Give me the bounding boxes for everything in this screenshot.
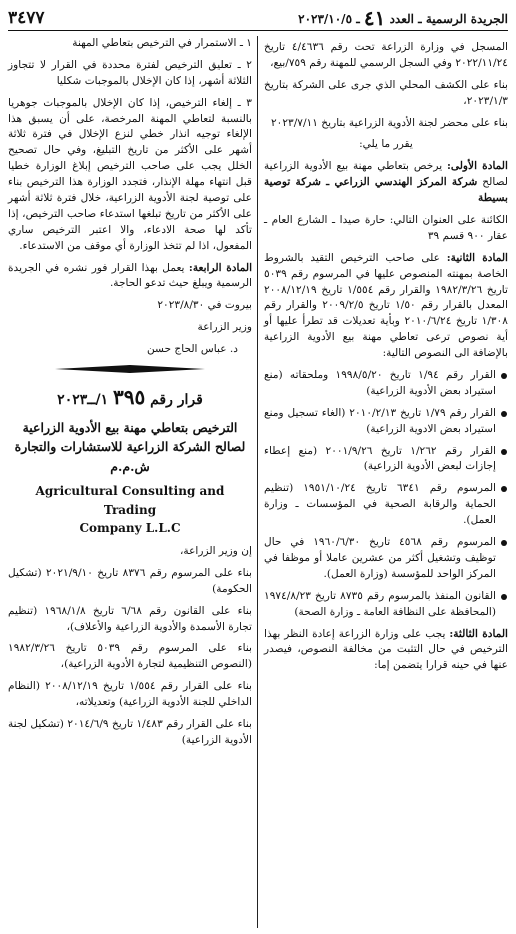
bullet-item: القرار رقم ١/٢٦٢ تاريخ ٢٠٠١/٩/٢٦ (منع إعطاء إجازات لبعض الأدوية الزراعية) [264, 444, 508, 476]
list-item: ٣ ـ إلغاء الترخيص، إذا كان الإخلال بالموجبات جوهريا بالنسبة لتعاطي المهنة المرخصة، على أن يسبق هذا الإلغاء توجيه انذار خطي لنزع الإخلال في فترة ثلاثة أشهر على الأكثر من تاريخ التبليغ، وفي حال تصحيح الخلل يجب على صاحب الترخيص إبلاغ الوزارة خطيا قبل انتهاء مهلة الإنذار، فتجدد الوزارة هذا الترخيص بناء على توصية لجنة الأدوية الزراعية، خلال فترة ثلاثة أشهر على الأكثر من تاريخ تبلغها استدعاء صاحب الترخيص، إذا تأكد لها صحة الادعاء، والا اعتبر الترخيص ساري المفعول، اذا لم تتخذ الوزارة أي موقف من الاستدعاء. [8, 96, 252, 252]
list-item: ١ ـ الاستمرار في الترخيص بتعاطي المهنة [72, 37, 252, 49]
list-item: ٢ ـ تعليق الترخيص لفترة محددة في القرار لا تتجاوز الثلاثة أشهر، إذا كان الإخلال بالموجبات شكليا [8, 58, 252, 87]
decision-english-name: Agricultural Consulting and Trading Company L.L.C [35, 484, 225, 536]
page-number: ٣٤٧٧ [8, 8, 45, 28]
article-2: المادة الثانية: على صاحب الترخيص التقيد بالشروط الخاصة بمهنته المنصوص عليها في المرسوم رقم ٥٠٣٩ تاريخ ١٩٨٢/٣/٢٦ والقرار رقم ١/٥٥٤ تاريخ ٢٠٠٨/١٢/١٩ المعدل بالقرار رقم ١/٥٠ تاريخ ٢٠٠٩/٢/٥ والقرار رقم ١/٣٠٨ تاريخ ٢٠١٠/٦/٢٤ وبأية تعديلات قد تطرأ عليها أو أية نصوص ترعى تعاطي مهنة بيع الأدوية الزراعية بالإضافة الى النصوص التالية: [264, 251, 508, 360]
bullet-item: المرسوم رقم ٦٣٤١ تاريخ ١٩٥١/١٠/٢٤ (تنظيم الحماية والرقابة الصحية في المؤسسات ـ وزارة العمل). [264, 481, 508, 529]
article-4: المادة الرابعة: يعمل بهذا القرار فور نشره في الجريدة الرسمية ويبلغ حيث تدعو الحاجة. [8, 261, 253, 290]
bullet-item: القانون المنفذ بالمرسوم رقم ٨٧٣٥ تاريخ ١٩٧٤/٨/٢٣ (المحافظة على النظافة العامة ـ وزارة الصحة) [264, 589, 508, 621]
gazette-title: الجريدة الرسمية ـ العدد ٤١ ـ ٢٠٢٣/١٠/٥ [298, 6, 508, 30]
section-divider [8, 364, 252, 374]
bullet-item: القرار رقم ١/٧٩ تاريخ ٢٠١٠/٢/١٣ (الغاء تسجيل ومنع استيراد بعض الادوية الزراعية) [264, 406, 508, 438]
issue-number: ٤١ [363, 6, 386, 30]
right-column [264, 40, 508, 680]
decision-subtitle: الترخيص بتعاطي مهنة بيع الأدوية الزراعية لصالح الشركة الزراعية للاستشارات والتجارة ش.م.م [14, 420, 246, 474]
company-name: شركة المركز الهندسي الزراعي ـ شركة توصية بسيطة [264, 176, 508, 205]
left-column [8, 36, 252, 755]
decides-line: يقرر ما يلي: [359, 138, 413, 151]
signature-place-date: بيروت في ٢٠٢٣/٨/٣٠ [157, 299, 252, 312]
legal-basis: بناء على القرار رقم ١/٤٨٣ تاريخ ٢٠١٤/٦/٩ (تشكيل لجنة الأدوية الزراعية) [8, 717, 252, 746]
article-label: المادة الرابعة: [188, 261, 253, 274]
paragraph: المسجل في وزارة الزراعة تحت رقم ٤/٤٦٣٦ تاريخ ٢٠٢٢/١١/٢٤ وفي السجل الرسمي للمهنة رقم ٧٥٩/بيع، [264, 41, 509, 69]
minister-intro: إن وزير الزراعة، [180, 544, 252, 557]
article-3: المادة الثالثة: يجب على وزارة الزراعة إعادة النظر بهذا الترخيص في حال التثبت من مخالفة النصوص، فيصدر عنها في حينه قرارا يتضمن إما: [264, 627, 509, 672]
paragraph: بناء على الكشف المحلي الذي جرى على الشركة بتاريخ ٢٠٢٣/١/٣، [264, 78, 508, 107]
decision-title: قرار رقم ٣٩٥ ١/ــ٢٠٢٣ [57, 385, 203, 410]
legal-basis: بناء على المرسوم رقم ٨٣٧٦ تاريخ ٢٠٢١/٩/١٠ (تشكيل الحكومة) [8, 566, 252, 595]
article-label: المادة الثالثة: [449, 627, 509, 640]
signature-title: وزير الزراعة [197, 321, 252, 334]
legal-basis: بناء على القرار رقم ١/٥٥٤ تاريخ ٢٠٠٨/١٢/١٩ (النظام الداخلي للجنة الأدوية الزراعية) وتعديلاته، [8, 680, 252, 709]
article-label: المادة الأولى: [446, 160, 508, 173]
legal-basis: بناء على القانون رقم ٦/٦٨ تاريخ ١٩٦٨/١/٨ (تنظيم تجارة الأسمدة والأدوية الزراعية والأعلاف)، [8, 604, 252, 633]
ornament-divider-icon [55, 364, 205, 374]
legal-basis: بناء على المرسوم رقم ٥٠٣٩ تاريخ ١٩٨٢/٣/٢٦ (النصوص التنظيمية لتجارة الأدوية الزراعية)، [8, 642, 252, 671]
bullet-item: القرار رقم ١/٩٤ تاريخ ١٩٩٨/٥/٢٠ وملحقاته (منع استيراد بعض الأدوية الزراعية) [264, 368, 508, 400]
article-label: المادة الثانية: [446, 251, 508, 264]
location-paragraph: الكائنة على العنوان التالي: حارة صيدا ـ الشارع العام ـ عقار ٩٠٠ قسم ٣٩ [264, 214, 508, 242]
column-divider [257, 36, 258, 928]
paragraph: بناء على محضر لجنة الأدوية الزراعية بتاريخ ٢٠٢٣/٧/١١ [270, 116, 508, 129]
decision-number: ٣٩٥ [112, 385, 146, 410]
bullet-item: المرسوم رقم ٤٥٦٨ تاريخ ١٩٦٠/٦/٣٠ في حال توظيف وتشغيل أكثر من عشرين عاملا أو موظفا في المركز الواحد للمؤسسة (وزارة العمل). [264, 535, 508, 583]
article-1: المادة الأولى: يرخص بتعاطي مهنة بيع الأدوية الزراعية لصالح شركة المركز الهندسي الزراعي ـ شركة توصية بسيطة [264, 160, 508, 205]
page-header [8, 6, 508, 31]
signature-name: د. عباس الحاج حسن [146, 343, 238, 356]
